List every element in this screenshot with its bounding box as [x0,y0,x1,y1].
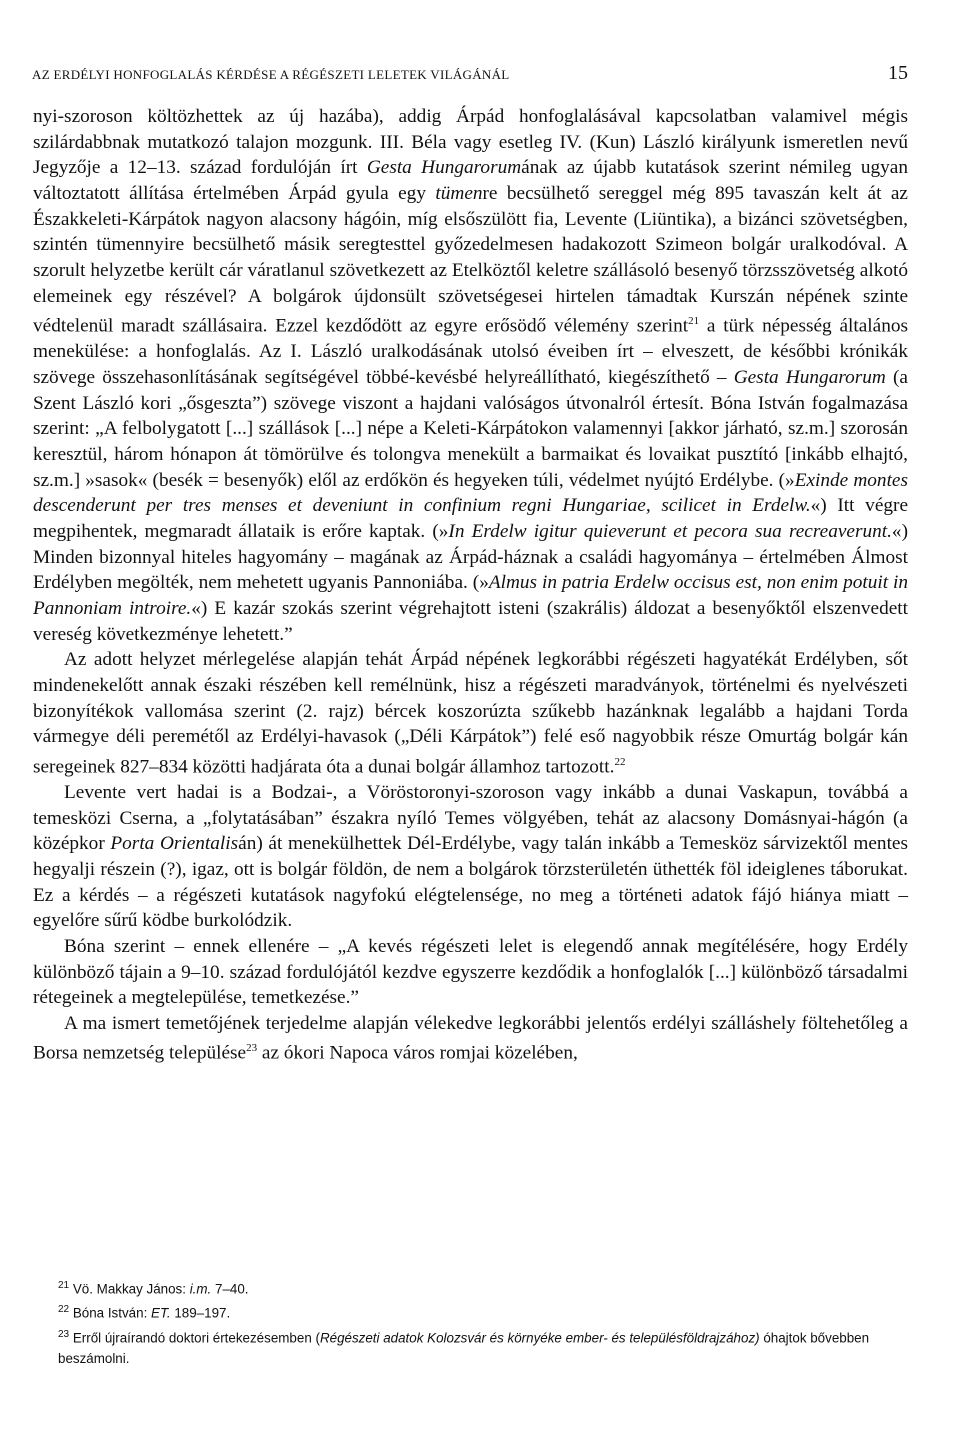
paragraph-1: nyi-szoroson költözhettek az új hazába), addig Árpád honfoglalásával kapcsolatban valamivel mégis szilárdabbnak mutatkozó talajon mozgunk. III. Béla vagy esetleg IV. (Kun) László királyunk ismeretlen nevű Jegyzője a 12–13. század fordulóján írt Gesta Hungarorumának az újabb kutatások szerint némileg ugyan változtatott állítása értelmében Árpád gyula egy tümenre becsülhető sereggel még 895 tavaszán kelt át az Északkeleti-Kárpátok nagyon alacsony hágóin, míg elsőszülött fia, Levente (Liüntika), a bizánci szövetségben, szintén tümennyire becsülhető másik seregtesttel győzedelmesen hadakozott Szimeon bolgár uralkodóval. A szorult helyzetbe került cár váratlanul szövetkezett az Etelköztől keletre szállásoló besenyő törzsszövetség alkotó elemeinek egy részével? A bolgárok újdonsült szövetségesei hirtelen támadtak Kurszán népének szinte védtelenül maradt szállásaira. Ezzel kezdődött az egyre erősödő vélemény szerint$^{21}$ a türk népesség általános menekülése: a honfoglalás. Az I. László uralkodásának utolsó éveiben írt – elveszett, de későbbi krónikák szövege összehasonlításának segítségével többé-kevésbé helyreállítható, kiegészíthető – Gesta Hungarorum (a Szent László kori „ősgeszta”) szövege viszont a hajdani valóságos útvonalról értesít. Bóna István fogalmazása szerint: „A felbolygatott [...] szállások [...] népe a Keleti-Kárpátokon valamennyi [akkor járható, sz.m.] szorosán keresztül, három hónapon át tömörülve és tolongva menekült a barmaikat és lovaikat pusztító [inkább elhajtó, sz.m.] »sasok« (besék = besenyők) elől az erdőkön és hegyeken túli, védelmet nyújtó Erdélybe. (»Exinde montes descenderunt per tres menses et deveniunt in confinium regni Hungariae, scilicet in Erdelw.«) Itt végre megpihentek, megmaradt állataik is erőre kaptak. (»In Erdelw igitur quieverunt et pecora sua recreaverunt.«) Minden bizonnyal hiteles hagyomány – magának az Árpád-háznak a családi hagyománya – értelmében Álmost Erdélyben megölték, nem mehetett ugyanis Pannoniába. (»Almus in patria Erdelw occisus est, non enim potuit in Pannoniam introire.«) E kazár szokás szerint végrehajtott isteni (szakrális) áldozat a besenyőktől elszenvedett vereség következménye lehetett.” [33,106,909,645]
footnote-ref-23: 23 [246,1042,258,1055]
paragraph-2: Az adott helyzet mérlegelése alapján tehát Árpád népének legkorábbi régészeti hagyatékát Erdélyben, sőt mindenekelőtt annak északi részében kell remélnünk, hisz a régészeti maradványok, történelmi és nyelvészeti bizonyítékok vallomása szerint (2. rajz) bércek koszorúzta szűkebb hazánknak legalább a hajdani Torda vármegye déli peremétől az Erdélyi-havasok („Déli Kárpátok”) felé eső nagyobbik része Omurtág bolgár kán seregeinek 827–834 közötti hadjárata óta a dunai bolgár államhoz tartozott.$^{22}$ [33,649,908,778]
footnote-23: $^{23}$ Erről újraírandó doktori értekezésemben (Régészeti adatok Kolozsvár és környéke ember- és településföldrajzához) óhajtok bővebben beszámolni. [58,1328,870,1367]
paragraph-5: A ma ismert temetőjének terjedelme alapján vélekedve legkorábbi jelentős erdélyi szálláshely föltehetőleg a Borsa nemzetség települése$^{23}$ az ókori Napoca város romjai közelében, [33,1012,908,1064]
footnote-ref-22: 22 [614,755,626,768]
paragraph-4: Bóna szerint – ennek ellenére – „A kevés régészeti lelet is elegendő annak megítélésére, hogy Erdély különböző tájain a 9–10. század fordulójától kezdve egyszerre kezdődik a honfoglalók [...] különböző társadalmi rétegeinek a megtelepülése, temetkezése.” [33,935,908,1009]
page-header [32,62,908,86]
footnotes [58,1275,908,1369]
footnote-22: $^{22}$ Bóna István: ET. 189–197. [58,1304,231,1321]
footnote-ref-21: 21 [688,315,700,328]
running-title: AZ ERDÉLYI HONFOGLALÁS KÉRDÉSE A RÉGÉSZETI LELETEK VILÁGÁNÁL [32,67,510,82]
body-text [33,104,908,1067]
paragraph-3: Levente vert hadai is a Bodzai-, a Vöröstoronyi-szoroson vagy inkább a dunai Vaskapun, továbbá a temesközi Cserna, a „folytatásában” északra nyíló Temes völgyében, tehát az alacsony Domásnyai-hágón (a középkor Porta Orientalisán) át menekülhettek Dél-Erdélybe, vagy talán inkább a Temesköz sárvizektől mentes hegyalji részein (?), igaz, ott is bolgár földön, de nem a bolgárok törzsterületén üthették föl ideiglenes táborukat. Ez a kérdés – a régészeti kutatások nagyfokú elégtelensége, no meg a történeti adatok fájó hiánya miatt – egyelőre sűrű ködbe burkolódzik. [33,781,908,932]
footnote-21: $^{21}$ Vö. Makkay János: i.m. 7–40. [58,1280,249,1297]
page-number: 15 [888,62,908,84]
